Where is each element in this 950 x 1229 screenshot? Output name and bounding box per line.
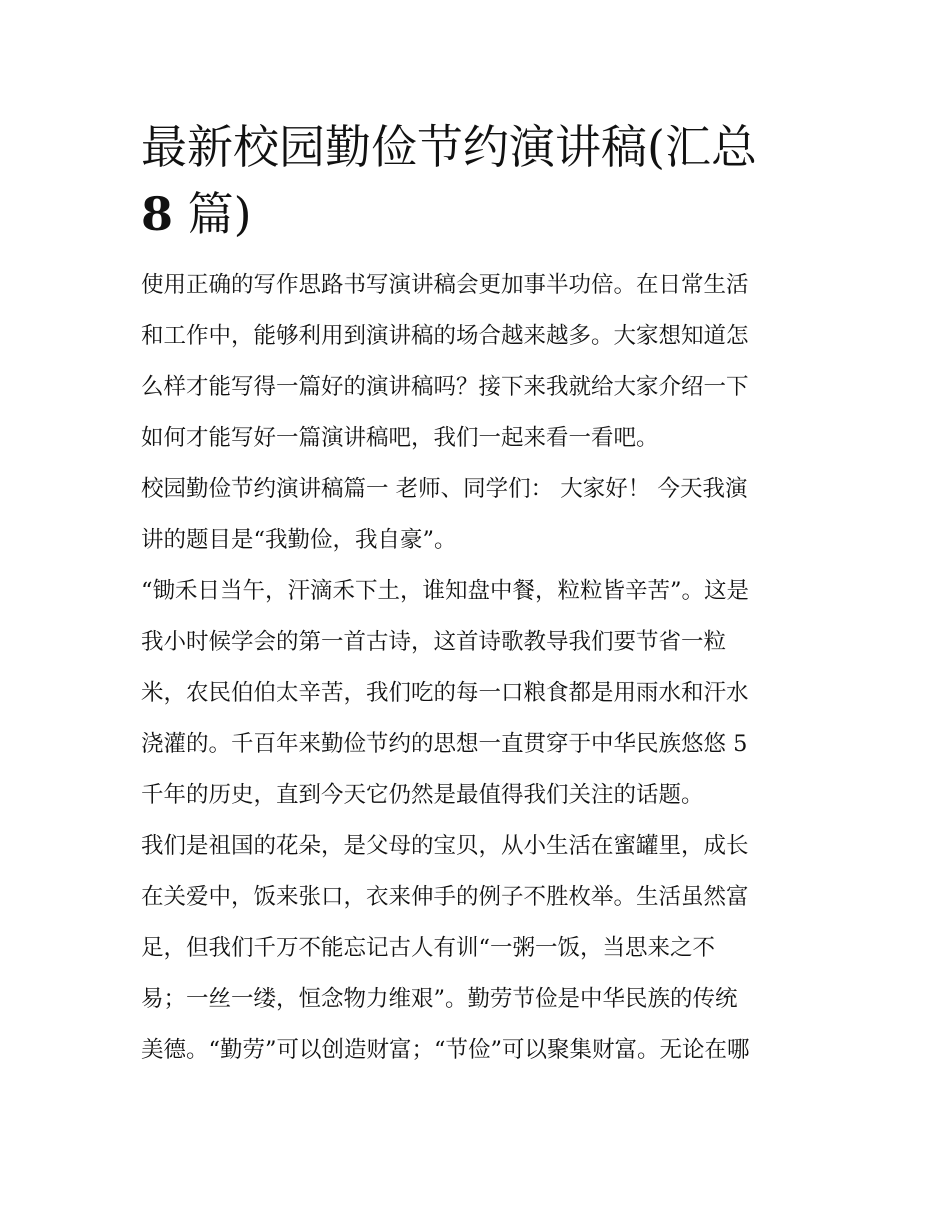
document-title [141,114,813,248]
text-line: 千年的历史，直到今天它仍然是最值得我们关注的话题。 [141,782,704,808]
text-line: 校园勤俭节约演讲稿篇一 老师、同学们： 大家好！ 今天我演 [141,476,748,502]
document-content [141,114,813,1076]
text-line: 讲的题目是“我勤俭，我自豪”。 [141,527,457,553]
text-line: 么样才能写得一篇好的演讲稿吗？接下来我就给大家介绍一下 [141,374,749,400]
text-line: 使用正确的写作思路书写演讲稿会更加事半功倍。在日常生活 [141,272,749,298]
text-line: 和工作中，能够利用到演讲稿的场合越来越多。大家想知道怎 [141,323,749,349]
text-line: 在关爱中，饭来张口，衣来伸手的例子不胜枚举。生活虽然富 [141,884,749,910]
text-line: 我小时候学会的第一首古诗，这首诗歌教导我们要节省一粒 [141,629,727,655]
title-line-1: 最新校园勤俭节约演讲稿(汇总 [141,120,757,174]
text-line: 如何才能写好一篇演讲稿吧，我们一起来看一看吧。 [141,425,659,451]
text-line: 浇灌的。千百年来勤俭节约的思想一直贯穿于中华民族悠悠 5 [141,731,748,757]
text-line: 足，但我们千万不能忘记古人有训“一粥一饭，当思来之不 [141,935,716,961]
text-line: “锄禾日当午，汗滴禾下土，谁知盘中餐，粒粒皆辛苦”。这是 [141,578,750,604]
text-line: 我们是祖国的花朵，是父母的宝贝，从小生活在蜜罐里，成长 [141,833,749,859]
title-count: 8 [141,187,174,241]
text-line: 米，农民伯伯太辛苦，我们吃的每一口粮食都是用雨水和汗水 [141,680,749,706]
body-text [141,260,813,1076]
text-line: 易；一丝一缕，恒念物力维艰”。勤劳节俭是中华民族的传统 [141,986,738,1012]
text-line: 美德。“勤劳”可以创造财富；“节俭”可以聚集财富。无论在哪 [141,1037,750,1063]
title-line-2: 篇) [173,187,252,241]
